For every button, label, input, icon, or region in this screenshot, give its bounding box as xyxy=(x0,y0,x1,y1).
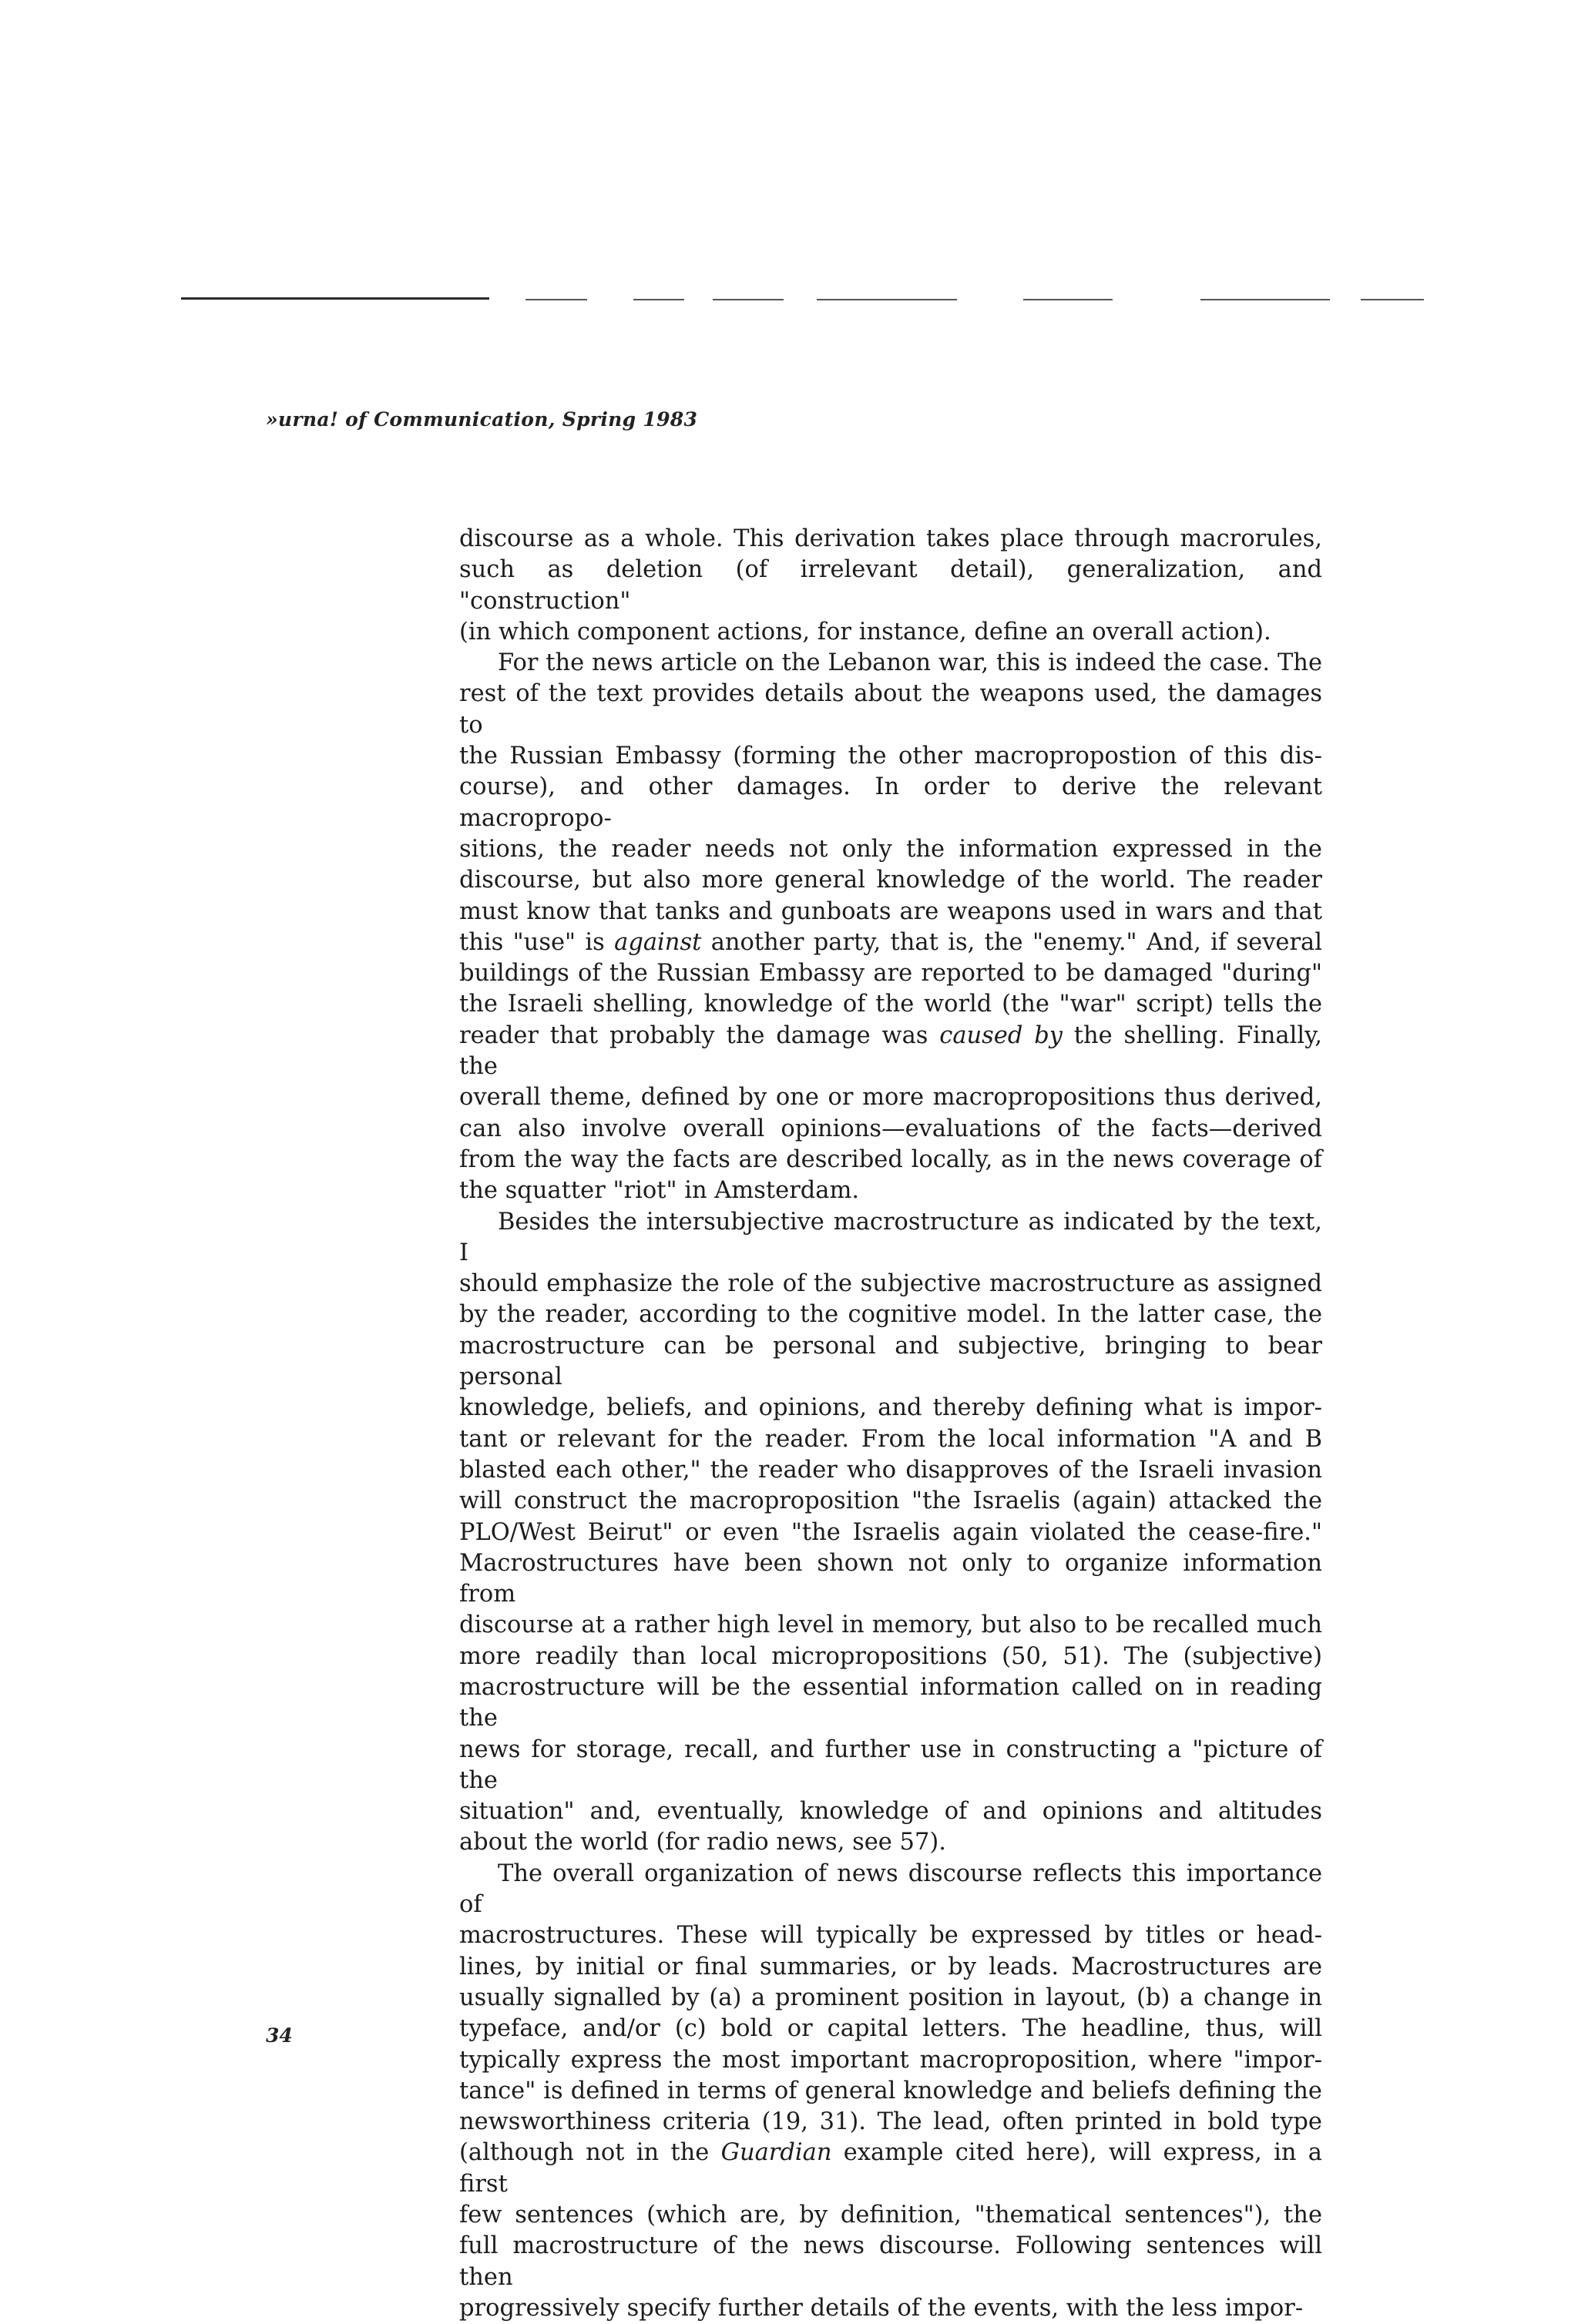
header-rule-segment xyxy=(817,299,957,300)
text-line: usually signalled by (a) a prominent position in layout, (b) a change in xyxy=(459,1984,1322,2011)
text-line: tant or relevant for the reader. From the local information "A and B xyxy=(459,1425,1322,1453)
text-line: the Israeli shelling, knowledge of the world (the "war" script) tells the xyxy=(459,991,1322,1018)
text-line: full macrostructure of the news discourse. Following sentences will then xyxy=(459,2232,1322,2291)
text-line: (in which component actions, for instance, define an overall action). xyxy=(459,618,1271,646)
text-run: another party, that is, the "enemy." And, if several xyxy=(701,928,1322,956)
text-line: macrostructures. These will typically be expressed by titles or head- xyxy=(459,1922,1322,1950)
text-line: typeface, and/or (c) bold or capital letters. The headline, thus, will xyxy=(459,2015,1322,2043)
text-line: news for storage, recall, and further use in constructing a "picture of the xyxy=(459,1735,1322,1794)
text-line: the Russian Embassy (forming the other macropropostion of this dis- xyxy=(459,743,1322,770)
text-line: For the news article on the Lebanon war, this is indeed the case. The xyxy=(498,649,1322,677)
text-line: macrostructure can be personal and subjective, bringing to bear personal xyxy=(459,1332,1322,1391)
text-line: tance" is defined in terms of general knowledge and beliefs defining the xyxy=(459,2077,1322,2104)
text-line xyxy=(459,1021,1322,1083)
text-line: discourse, but also more general knowledge of the world. The reader xyxy=(459,867,1322,894)
article-body xyxy=(459,524,1322,2324)
text-line: situation" and, eventually, knowledge of and opinions and altitudes xyxy=(459,1798,1322,1826)
text-line: knowledge, beliefs, and opinions, and thereby defining what is impor- xyxy=(459,1394,1322,1422)
text-line: can also involve overall opinions—evaluations of the facts—derived xyxy=(459,1115,1322,1142)
text-line: course), and other damages. In order to derive the relevant macropropo- xyxy=(459,773,1322,832)
header-rule-segment xyxy=(525,299,587,300)
text-line: typically express the most important macroproposition, where "impor- xyxy=(459,2046,1322,2074)
page-number: 34 xyxy=(266,2024,293,2047)
text-line: PLO/West Beirut" or even "the Israelis again violated the cease-fire." xyxy=(459,1518,1322,1546)
header-rule-segment xyxy=(1361,299,1424,300)
text-line: newsworthiness criteria (19, 31). The lead, often printed in bold type xyxy=(459,2108,1322,2136)
text-line: progressively specify further details of the events, with the less impor- xyxy=(459,2294,1304,2322)
text-line: from the way the facts are described locally, as in the news coverage of xyxy=(459,1145,1322,1173)
text-line: the squatter "riot" in Amsterdam. xyxy=(459,1177,860,1205)
italic-run: caused by xyxy=(939,1021,1063,1049)
text-line: discourse at a rather high level in memory, but also to be recalled much xyxy=(459,1611,1322,1639)
header-rule-segment xyxy=(1023,299,1113,300)
text-line xyxy=(459,2138,1322,2200)
text-line: rest of the text provides details about the weapons used, the damages to xyxy=(459,680,1322,739)
header-rule-segment xyxy=(713,299,784,300)
header-rule-segment xyxy=(1200,299,1330,300)
text-run: (although not in the xyxy=(459,2139,721,2167)
header-rule-segment xyxy=(633,299,684,300)
text-run: reader that probably the damage was xyxy=(459,1021,940,1049)
header-rule-long xyxy=(181,297,489,300)
text-line: The overall organization of news discourse reflects this importance of xyxy=(459,1860,1322,1919)
italic-run: Guardian xyxy=(720,2139,832,2167)
text-line: must know that tanks and gunboats are weapons used in wars and that xyxy=(459,897,1322,925)
text-line: should emphasize the role of the subjective macrostructure as assigned xyxy=(459,1270,1322,1298)
text-line: such as deletion (of irrelevant detail), generalization, and "construction" xyxy=(459,556,1322,615)
text-run: this "use" is xyxy=(459,928,615,956)
text-line: discourse as a whole. This derivation takes place through macrorules, xyxy=(459,525,1322,552)
text-line: by the reader, according to the cognitive model. In the latter case, the xyxy=(459,1301,1322,1329)
text-line: macrostructure will be the essential information called on in reading the xyxy=(459,1673,1322,1732)
text-line: Besides the intersubjective macrostructure as indicated by the text, I xyxy=(459,1208,1322,1266)
text-line: sitions, the reader needs not only the information expressed in the xyxy=(459,835,1322,863)
text-line: Macrostructures have been shown not only to organize information from xyxy=(459,1549,1322,1608)
text-line: will construct the macroproposition "the Israelis (again) attacked the xyxy=(459,1487,1322,1515)
text-line: about the world (for radio news, see 57). xyxy=(459,1829,946,1856)
text-line: overall theme, defined by one or more macropropositions thus derived, xyxy=(459,1084,1322,1112)
text-run: the shelling. Finally, the xyxy=(459,1021,1322,1081)
text-line: few sentences (which are, by definition, "thematical sentences"), the xyxy=(459,2202,1322,2229)
text-line xyxy=(459,927,1322,958)
italic-run: against xyxy=(614,928,702,956)
text-line: buildings of the Russian Embassy are reported to be damaged "during" xyxy=(459,960,1322,988)
text-run: example cited here), will express, in a first xyxy=(459,2139,1322,2198)
text-line: more readily than local micropropositions (50, 51). The (subjective) xyxy=(459,1642,1322,1670)
text-line: blasted each other," the reader who disapproves of the Israeli invasion xyxy=(459,1456,1322,1484)
text-line: lines, by initial or final summaries, or by leads. Macrostructures are xyxy=(459,1953,1322,1980)
running-head: »urna! of Communication, Spring 1983 xyxy=(266,408,698,431)
